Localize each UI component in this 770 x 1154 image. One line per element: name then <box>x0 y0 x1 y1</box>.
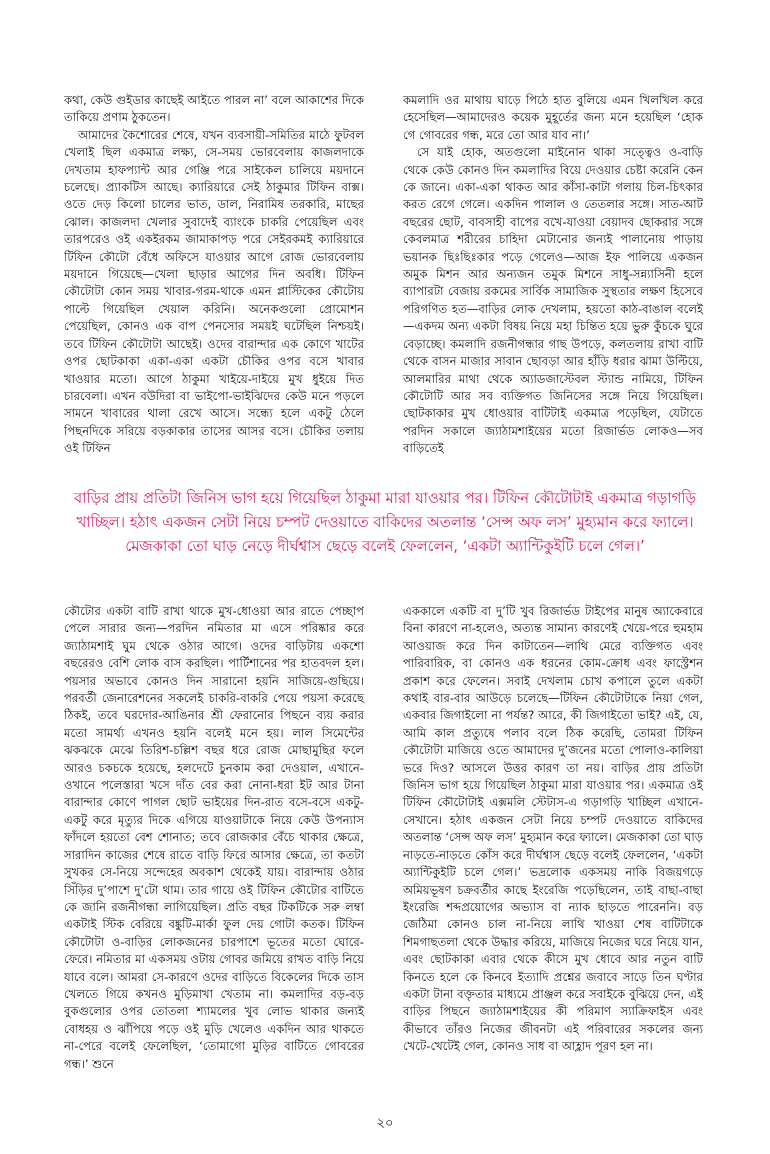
paragraph: কৌটোর একটা বাটি রাখা থাকে মুখ-ধোওয়া আর রাতে পেচ্ছাপ পেলে সারার জন্য—পরদিন নমিতার মা এসে পরিষ্কার করে জ্যাঠামশাই ঘুম থেকে ওঠার আগে। ওদের বাড়িটায় একশো বছরেরও বেশি লোক বাস করছিল। পার্টিশানের পর হাতবদল হল। পয়সার অভাবে কোনও দিন সারানো হয়নি সাজিয়ে-গুছিয়ে। পরবর্তী জেনারেশনের সকলেই চাকরি-বাকরি পেয়ে পয়সা করেছে ঠিকই, তবে ঘরদোর-আঙিনার শ্রী ফেরানোর পিছনে ব্যয় করার মতো সামর্থ্য এখনও হয়নি বলেই মনে হয়। লাল সিমেন্টের ঝকঝকে মেঝে তিরিশ-চল্লিশ বছর ধরে রোজ মোছামুছির ফলে আরও চকচকে হয়েছে, হলদেটে চুনকাম করা দেওয়াল, এখানে-ওখানে পলেস্তারা খসে দাঁত বের করা নোনা-ধরা ইট আর টানা বারান্দার কোণে পাগল ছোট ভাইয়ের দিন-রাত বসে-বসে একটু-একটু করে মৃত্যুর দিকে এগিয়ে যাওয়াটাকে নিয়ে কেউ উপন্যাস ফাঁদলে হয়তো বেশ শোনাত; তবে রোজকার বেঁচে থাকার ক্ষেত্রে, সারাদিন কাজের শেষে রাতে বাড়ি ফিরে আসার ক্ষেত্রে, তা কতটা সুখকর সে-নিয়ে সন্দেহের অবকাশ থেকেই যায়। বারান্দায় ওঠার সিঁড়ির দু’পাশে দু’টো থাম। তার গায়ে ওই টিফিন কৌটোর বাটিতে কে জানি রজনীগন্ধা লাগিয়েছিল। প্রতি বছর টিকটিকে সরু লম্বা একটাই স্টিক বেরিয়ে বঙ্কুটি-মার্কা ফুল দেয় গোটা কতক। টিফিন কৌটোটা ও-বাড়ির লোকজনের চারপাশে ভূতের মতো ঘোরে-ফেরে। নমিতার মা একসময় ওটায় গোবর জমিয়ে রাখত বাড়ি নিয়ে যাবে বলে। আমরা সে-কারণে ওদের বাড়িতে বিকেলের দিকে তাস খেলতে গিয়ে কখনও মুড়িমাখা খেতাম না। কমলাদির বড়-বড় বুকগুলোর ওপর তোতলা শ্যামলের খুব লোভ থাকার জন্যই বোধহয় ও ঝাঁপিয়ে পড়ে ওই মুড়ি খেলেও একদিন আর থাকতে না-পেরে বলেই ফেলেছিল, ‘তোমাগো মুড়ির বাটিতে গোবরের গন্ধ।’ শুনে <box>64 604 364 1071</box>
paragraph: সে যাই হোক, অতগুলো মাইনোন থাকা সত্ত্বেও ও-বাড়ি থেকে কেউ কোনও দিন কমলাদির বিয়ে দেওয়ার চেষ্টা করেনি কেন কে জানে। একা-একা থাকত আর কাঁসা-কাটা গলায় চিল-চিৎকার করত রেগে গেলে। একদিন পালাল ও তেতলার সঙ্গে। সাত-আট বছরের ছোট, বাবসাহী বাপের বখে-যাওয়া বেয়াদব ছোকরার সঙ্গে কেবলমাত্র শরীরের চাহিদা মেটানোর জন্যই পালানোয় পাড়ায় ভয়ানক ছিঃছিঃকার পড়ে গেলেও—আজ ইফ পালিয়ে একজন অমুক মিশন আর অন্যজন তমুক মিশনে সাধু-সন্ন্যাসিনী হলে ব্যাপারটা বেজায় রকমের সার্বিক সামাজিক সুস্থতার লক্ষণ হিসেবে পরিগণিত হত—বাড়ির লোক দেখলাম, হয়তো কাঠ-বাঙাল বলেই—একদম অন্য একটা বিষয় নিয়ে মহা চিন্তিত হয়ে ভুরু কুঁচকে ঘুরে বেড়াচ্ছে। কমলাদি রজনীগন্ধার গাছ উপড়ে, কলতলায় রাখা বাটি থেকে বাসন মাজার সাবান ছোবড়া আর হাঁড়ি ধরার ঝামা উল্টিয়ে, আলমারির মাথা থেকে অ্যাডজাস্টেবল স্ট্যান্ড নামিয়ে, টিফিন কৌটোটি আর সব ব্যক্তিগত জিনিসের সঙ্গে নিয়ে গিয়েছিল। ছোটকাকার মুখ ধোওয়ার বাটিটাই একমাত্র পড়েছিল, যেটাতে পরদিন সকালে জ্যাঠামশাইয়ের মতো রিজার্ভড লোকও—সব বাড়িতেই <box>403 145 703 456</box>
paragraph: কমলাদি ওর মাথায় ঘাড়ে পিঠে হাত বুলিয়ে এমন খিলখিল করে হেসেছিল—আমাদেরও কয়েক মুহূর্তের জন্য মনে হয়েছিল ‘হোক গে গোবরের গন্ধ, মরে তো আর যাব না।’ <box>403 93 703 142</box>
paragraph: আমাদের কৈশোরের শেষে, যখন ব্যবসায়ী-সমিতির মাঠে ফুটবল খেলাই ছিল একমাত্র লক্ষ্য, সে-সময় ভোরবেলায় কাজলদাকে দেখতাম হাফপ্যান্ট আর গেঞ্জি পরে সাইকেল চালিয়ে ময়দানে চলেছে। প্র্যাকটিস আছে। ক্যারিয়ারে সেই ঠাকুমার টিফিন বাক্স। ওতে দেড় কিলো চালের ভাত, ডাল, নিরামিষ তরকারি, মাছের ঝোল। কাজলদা খেলার সুবাদেই ব্যাংকে চাকরি পেয়েছিল এবং তারপরেও ওই একইরকম জামাকাপড় পরে সেইরকমই ক্যারিয়ারে টিফিন কৌটো বেঁধে অফিসে যাওয়ার আগে রোজ ভোরবেলায় ময়দানে গিয়েছে—খেলা ছাড়ার আগের দিন অবধি। টিফিন কৌটোটা কোন সময় খাবার-গরম-থাকে এমন প্লাস্টিকের কৌটোয় পাল্টে গিয়েছিল খেয়াল করিনি। অনেকগুলো প্রোমোশন পেয়েছিল, কোনও এক বাপ পেনসোর সময়ই ঘটেছিল নিশ্চয়ই। তবে টিফিন কৌটোটা আছেই। ওদের বারান্দার এক কোণে খাটের ওপর ছোটকাকা একা-একা একটা চৌকির ওপর বসে খাবার খাওয়ার মতো। আগে ঠাকুমা খাইয়ে-দাইয়ে মুখ ধুইয়ে দিত চারবেলা। এখন বউদিরা বা ভাইপো-ভাইঝিদের কেউ মনে পড়লে সামনে খাবারের থালা রেখে আসে। সন্ধ্যে হলে একটু ঠেলে পিছনদিকে সরিয়ে বড়কাকার তাসের আসর বসে। চৌকির তলায় ওই টিফিন <box>64 127 364 456</box>
page-number: ২০ <box>376 1116 394 1131</box>
paragraph: কথা, কেউ গুইডার কাছেই আইতে পারল না’ বলে আকাশের দিকে তাকিয়ে প্রণাম ঠুকতেন। <box>64 93 364 125</box>
text-column-top-right <box>403 92 703 458</box>
text-column-bottom-right <box>403 603 703 1056</box>
text-column-top-left <box>64 92 364 458</box>
text-column-bottom-left <box>64 603 364 1073</box>
pull-quote-line: মেজকাকা তো ঘাড় নেড়ে দীর্ঘশ্বাস ছেড়ে বলেই ফেললেন, ‘একটা অ্যান্টিকুইটি চলে গেল।’ <box>125 538 645 555</box>
paragraph: এককালে একটি বা দু’টি খুব রিজার্ভড টাইপের মানুষ অ্যাকেবারে বিনা কারণে না-হলেও, অত্যন্ত সামান্য কারণেই খেয়ে-পরে হুমহাম আওয়াজ করে দিন কাটাতেন—লাথি মেরে ব্যক্তিগত এবং পারিবারিক, বা কোনও এক ধরনের কোম-ক্রোধ এবং ফাস্ট্রেশন প্রকাশ করে ফেলেন। সবাই দেখলাম চোখ কপালে তুলে একটা কথাই বার-বার আউড়ে চলেছে—টিফিন কৌটোটাকে নিয়া গেল, একবার জিগাইলো না পর্যন্ত? আরে, কী জিগাইতো ভাই? এই, যে, আমি কাল প্রত্যুষে পলাব বলে ঠিক করেছি, তোমরা টিফিন কৌটোটা মাজিয়ে ওতে আমাদের দু’জনের মতো পোলাও-কালিয়া ভরে দিও? আসলে উত্তর কারণ তা নয়। বাড়ির প্রায় প্রতিটা জিনিস ভাগ হয়ে গিয়েছিল ঠাকুমা মারা যাওয়ার পর। একমাত্র ওই টিফিন কৌটোটাই এক্সমলি স্টেটাস-এ গড়াগড়ি খাচ্ছিল এখানে-সেখানে। হঠাৎ একজন সেটা নিয়ে চম্পট দেওয়াতে বাকিদের অতলান্ত ‘সেন্স অফ লস’ মুহ্যমান করে ফ্যালে। মেজকাকা তো ঘাড় নাড়তে-নাড়তে কোঁস করে দীর্ঘশ্বাস ছেড়ে বলেই ফেললেন, ‘একটা অ্যান্টিকুইটি চলে গেল।’ ভদ্রলোক একসময় নাকি বিজয়গড়ে অমিয়ভূষণ চক্রবর্তীর কাছে ইংরেজি পড়েছিলেন, তাই বাছা-বাছা ইংরেজি শব্দপ্রয়োগের অভ্যাস বা ন্যাক ছাড়তে পারেননি। বড় জেঠিমা কোনও চাল না-নিয়ে লাথি খাওয়া শেষ বাটিটাকে শিমগাছতলা থেকে উদ্ধার করিয়ে, মাজিয়ে নিজের ঘরে নিয়ে যান, এবং ছোটকাকা এবার থেকে কীসে মুখ ধোবে আর নতুন বাটি কিনতে হলে কে কিনবে ইত্যাদি প্রশ্নের জবাবে সাড়ে তিন ঘণ্টার একটা টানা বক্তৃতার মাধ্যমে প্রাঞ্জল করে সবাইকে বুঝিয়ে দেন, এই বাড়ির পিছনে জ্যাঠামশাইয়ের কী পরিমাণ স্যাক্রিফাইস এবং কীভাবে তাঁরও নিজের জীবনটা এই পরিবারের সকলের জন্য খেটে-খেটেই গেল, কোনও সাধ বা আহ্লাদ পূরণ হল না। <box>403 604 703 1054</box>
pull-quote <box>60 487 710 559</box>
pull-quote-line: খাচ্ছিল। হঠাৎ একজন সেটা নিয়ে চম্পট দেওয়াতে বাকিদের অতলান্ত ‘সেন্স অফ লস’ মুহ্যমান করে ফ্যালে। <box>76 514 694 531</box>
pull-quote-line: বাড়ির প্রায় প্রতিটা জিনিস ভাগ হয়ে গিয়েছিল ঠাকুমা মারা যাওয়ার পর। টিফিন কৌটোটাই একমাত্র গড়াগড়ি <box>73 490 697 507</box>
